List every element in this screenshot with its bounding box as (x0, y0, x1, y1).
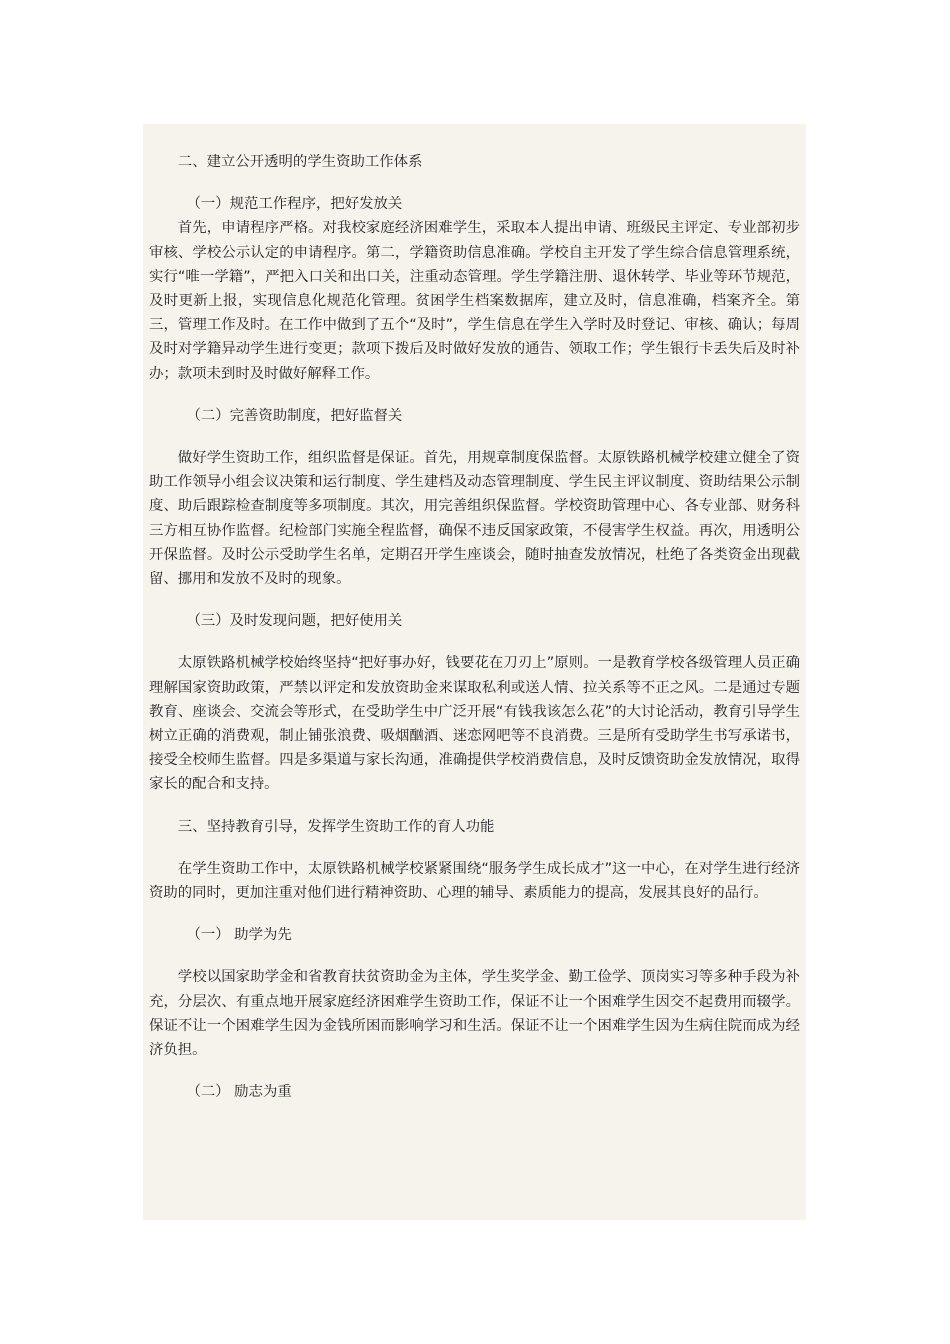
subsection-2-heading: （二）完善资助制度，把好监督关 (186, 407, 403, 424)
subsection-4-heading: （一） 助学为先 (186, 927, 292, 944)
section-3-paragraph: 在学生资助工作中，太原铁路机械学校紧紧围绕“服务学生成长成才”这一中心，在对学生进行经济资助的同时，更加注重对他们进行精神资助、心理的辅导、素质能力的提高，发展其良好的品行。 (149, 860, 800, 902)
subsection-1-heading: （一）规范工作程序，把好发放关 (186, 196, 403, 213)
document-page (143, 124, 806, 1220)
document-body (143, 124, 806, 1105)
subsection-1-paragraph: 首先，申请程序严格。对我校家庭经济困难学生，采取本人提出申请、班级民主评定、专业部初步审核、学校公示认定的申请程序。第二，学籍资助信息准确。学校自主开发了学生综合信息管理系统，实行“唯一学籍”，严把入口关和出口关，注重动态管理。学生学籍注册、退休转学、毕业等环节规范，及时更新上报，实现信息化规范化管理。贫困学生档案数据库，建立及时，信息准确，档案齐全。第三，管理工作及时。在工作中做到了五个“及时”，学生信息在学生入学时及时登记、审核、确认；每周及时对学籍异动学生进行变更；款项下拨后及时做好发放的通告、领取工作；学生银行卡丢失后及时补办；款项未到时及时做好解释工作。 (149, 220, 800, 382)
subsection-3-paragraph: 太原铁路机械学校始终坚持“把好事办好，钱要花在刀刃上”原则。一是教育学校各级管理人员正确理解国家资助政策，严禁以评定和发放资助金来谋取私利或送人情、拉关系等不正之风。二是通过专题教育、座谈会、交流会等形式，在受助学生中广泛开展“有钱我该怎么花”的大讨论活动，教育引导学生树立正确的消费观，制止铺张浪费、吸烟酗酒、迷恋网吧等不良消费。三是所有受助学生书写承诺书，接受全校师生监督。四是多渠道与家长沟通，准确提供学校消费信息，及时反馈资助金发放情况，取得家长的配合和支持。 (149, 655, 800, 793)
section-2-heading: 二、建立公开透明的学生资助工作体系 (177, 154, 423, 170)
subsection-5-heading: （二） 励志为重 (186, 1084, 292, 1101)
subsection-2-paragraph: 做好学生资助工作，组织监督是保证。首先，用规章制度保监督。太原铁路机械学校建立健全了资助工作领导小组会议决策和运行制度、学生建档及动态管理制度、学生民主评议制度、资助结果公示制度、助后跟踪检查制度等多项制度。其次，用完善组织保监督。学校资助管理中心、各专业部、财务科三方相互协作监督。纪检部门实施全程监督，确保不违反国家政策，不侵害学生权益。再次，用透明公开保监督。及时公示受助学生名单，定期召开学生座谈会，随时抽查发放情况，杜绝了各类资金出现截留、挪用和发放不及时的现象。 (149, 450, 800, 588)
subsection-4-paragraph: 学校以国家助学金和省教育扶贫资助金为主体，学生奖学金、勤工俭学、顶岗实习等多种手段为补充，分层次、有重点地开展家庭经济困难学生资助工作，保证不让一个困难学生因交不起费用而辍学。保证不让一个困难学生因为金钱所困而影响学习和生活。保证不让一个困难学生因为生病住院而成为经济负担。 (149, 969, 800, 1059)
section-3-heading: 三、坚持教育引导，发挥学生资助工作的育人功能 (177, 818, 495, 835)
subsection-3-heading: （三）及时发现问题，把好使用关 (186, 613, 403, 630)
